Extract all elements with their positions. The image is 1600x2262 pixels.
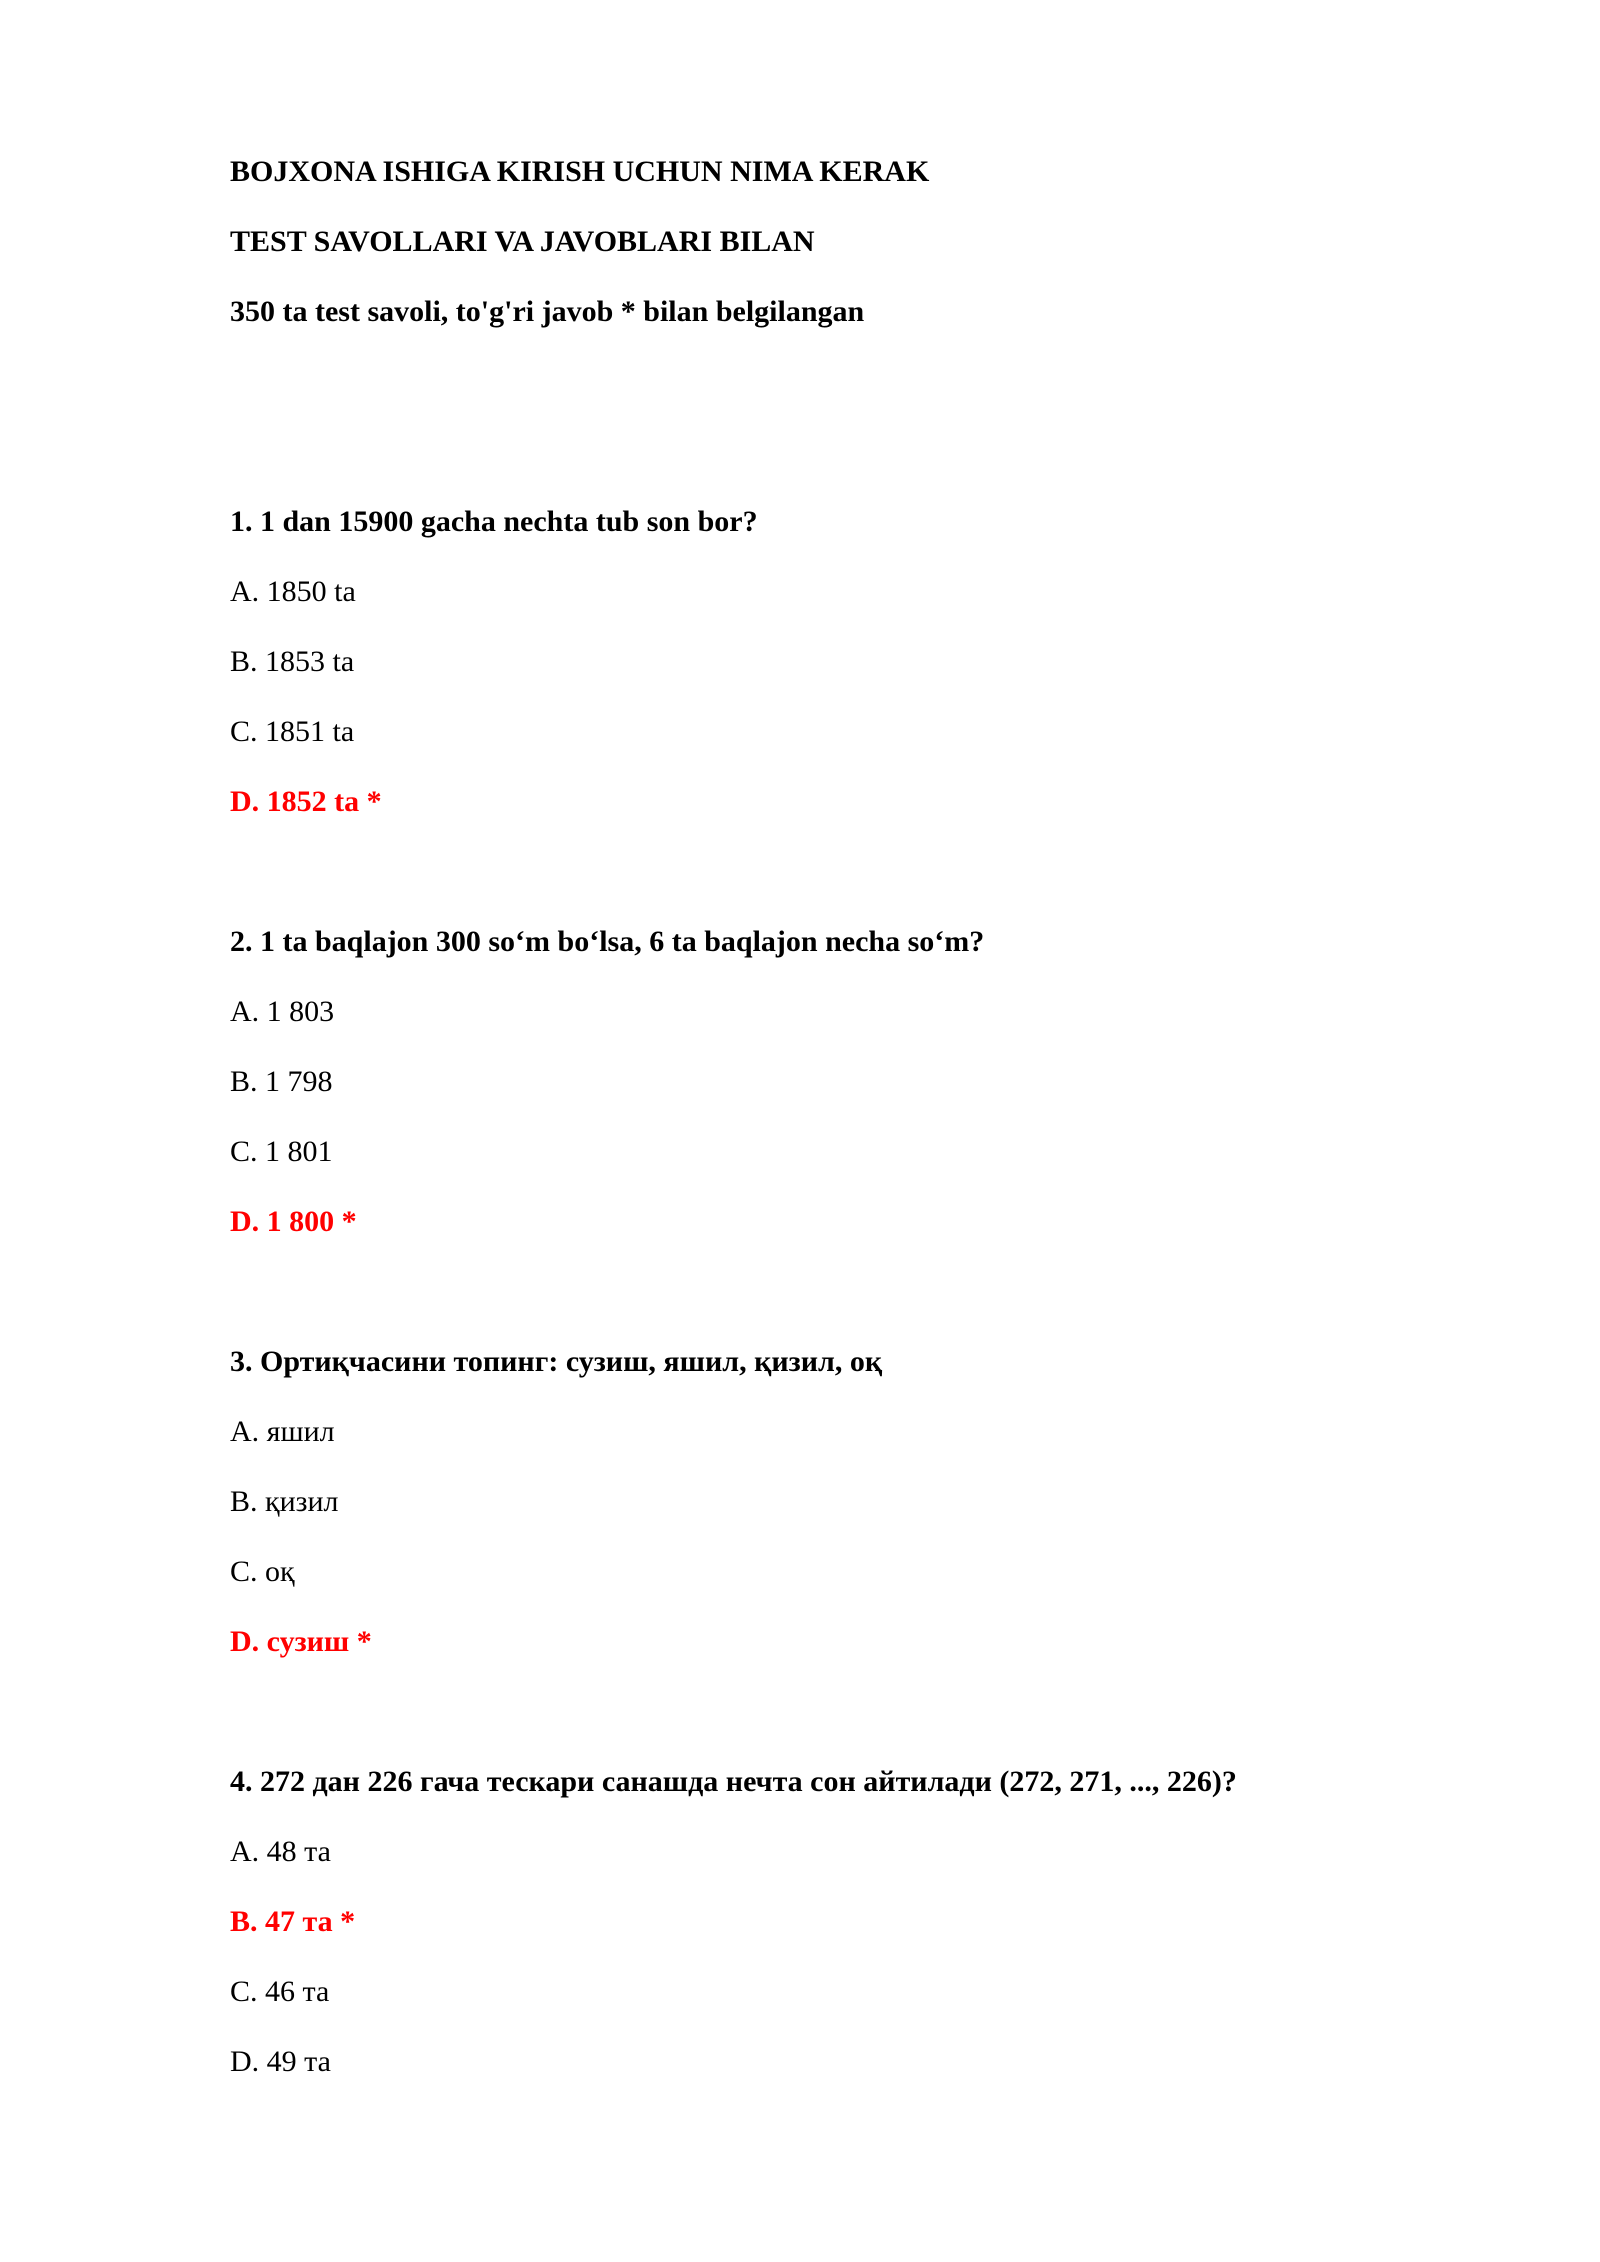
answer-option: C. 1851 ta: [230, 715, 355, 748]
answer-option: A. яшил: [230, 1415, 335, 1448]
question-text: 1. 1 dan 15900 gacha nechta tub son bor?: [230, 505, 758, 538]
question-text: 4. 272 дан 226 гача тескари санашда нечта сон айтилади (272, 271, ..., 226)?: [230, 1765, 1237, 1798]
answer-option: A. 48 та: [230, 1835, 331, 1868]
answer-option: C. 46 та: [230, 1975, 330, 2008]
answer-option: B. 1853 ta: [230, 645, 355, 678]
answer-option: A. 1 803: [230, 995, 335, 1028]
answer-option: C. оқ: [230, 1555, 295, 1588]
question-text: 3. Ортиқчасини топинг: сузиш, яшил, қизил, оқ: [230, 1345, 883, 1378]
question-text: 2. 1 ta baqlajon 300 so‘m bo‘lsa, 6 ta baqlajon necha so‘m?: [230, 925, 985, 958]
correct-answer-option: D. 1852 ta *: [230, 785, 382, 818]
answer-option: C. 1 801: [230, 1135, 333, 1168]
correct-answer-option: B. 47 та *: [230, 1905, 356, 1938]
correct-answer-option: D. сузиш *: [230, 1625, 372, 1658]
answer-option: D. 49 та: [230, 2045, 331, 2078]
answer-option: B. 1 798: [230, 1065, 333, 1098]
document-subtitle: 350 ta test savoli, to'g'ri javob * bilan belgilangan: [230, 295, 865, 328]
correct-answer-option: D. 1 800 *: [230, 1205, 357, 1238]
document-title: BOJXONA ISHIGA KIRISH UCHUN NIMA KERAK: [230, 155, 930, 188]
answer-option: B. қизил: [230, 1485, 339, 1518]
document-title-line2: TEST SAVOLLARI VA JAVOBLARI BILAN: [230, 225, 815, 258]
answer-option: A. 1850 ta: [230, 575, 356, 608]
